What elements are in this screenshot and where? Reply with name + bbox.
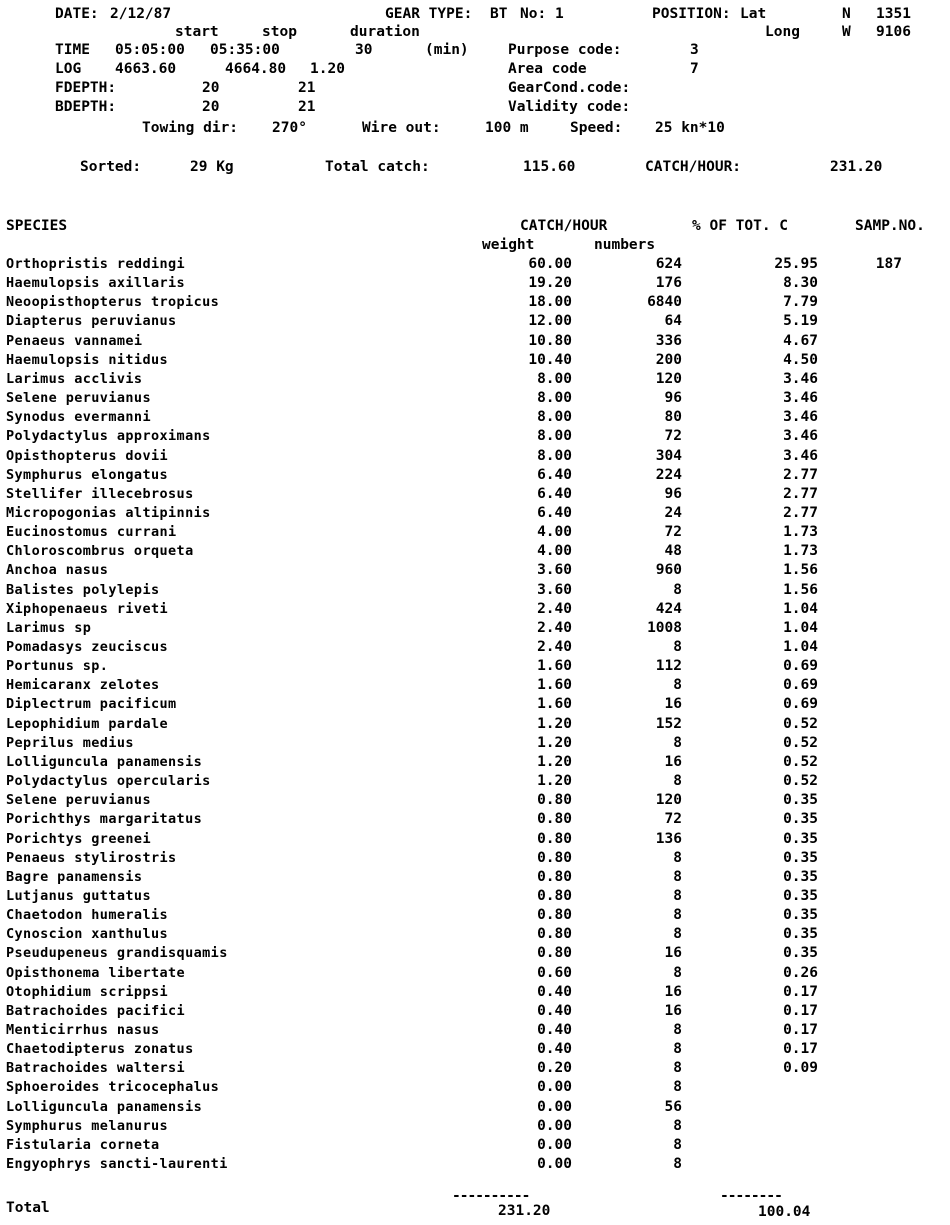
catch-numbers: 72 xyxy=(664,524,682,541)
catch-weight: 6.40 xyxy=(537,504,572,521)
species-name: Diplectrum pacificum xyxy=(6,696,177,713)
percent-of-total: 1.56 xyxy=(783,581,818,598)
time-unit: (min) xyxy=(425,42,469,58)
table-row xyxy=(0,293,950,312)
species-name: Sphoeroides tricocephalus xyxy=(6,1079,220,1096)
numbers-subheader: numbers xyxy=(594,237,656,253)
species-name: Cynoscion xanthulus xyxy=(6,926,169,943)
catch-per-hour-label: CATCH/HOUR: xyxy=(645,159,742,175)
species-name: Lepophidium pardale xyxy=(6,715,169,732)
table-row xyxy=(0,332,950,351)
time-stop: 05:35:00 xyxy=(210,42,280,58)
table-row xyxy=(0,504,950,523)
wire-out-label: Wire out: xyxy=(362,120,441,136)
species-name: Haemulopsis nitidus xyxy=(6,351,169,368)
table-row xyxy=(0,1117,950,1136)
catch-numbers: 16 xyxy=(664,983,682,1000)
time-duration: 30 xyxy=(355,42,373,58)
species-name: Symphurus elongatus xyxy=(6,466,169,483)
catch-numbers: 8 xyxy=(673,734,682,751)
time-start: 05:05:00 xyxy=(115,42,185,58)
catch-weight: 0.80 xyxy=(537,830,572,847)
percent-of-total: 5.19 xyxy=(783,313,818,330)
table-row xyxy=(0,887,950,906)
catch-numbers: 336 xyxy=(655,332,682,349)
catch-weight: 0.80 xyxy=(537,868,572,885)
percent-of-total: 1.04 xyxy=(783,639,818,655)
percent-of-total: 0.17 xyxy=(783,983,818,1000)
percent-of-total: 1.73 xyxy=(783,543,818,560)
catch-weight: 0.40 xyxy=(537,1002,572,1019)
sample-number: 187 xyxy=(875,256,902,272)
species-name: Peprilus medius xyxy=(6,734,134,751)
catch-weight: 18.00 xyxy=(528,294,572,311)
catch-numbers: 8 xyxy=(673,677,682,694)
catch-numbers: 8 xyxy=(673,1022,682,1038)
catch-numbers: 6840 xyxy=(647,294,682,311)
percent-of-total: 2.77 xyxy=(783,485,818,502)
table-row xyxy=(0,312,950,331)
catch-weight: 3.60 xyxy=(537,581,572,598)
total-catch-value: 115.60 xyxy=(523,159,576,175)
percent-of-total: 0.69 xyxy=(783,696,818,713)
weight-subheader: weight xyxy=(482,237,535,253)
table-row xyxy=(0,810,950,829)
catch-numbers: 24 xyxy=(664,504,682,521)
percent-of-total: 0.52 xyxy=(783,753,818,770)
species-name: Lolliguncula panamensis xyxy=(6,753,203,770)
catch-weight: 10.40 xyxy=(528,351,572,368)
sorted-label: Sorted: xyxy=(80,159,142,175)
catch-weight: 0.80 xyxy=(537,907,572,924)
gear-type-label: GEAR TYPE: xyxy=(385,6,473,22)
catch-numbers: 8 xyxy=(673,926,682,943)
catch-weight: 0.00 xyxy=(537,1136,572,1153)
percent-of-total: 0.09 xyxy=(783,1060,818,1077)
catch-weight: 19.20 xyxy=(528,275,572,292)
catch-numbers: 8 xyxy=(673,964,682,981)
percent-of-total: 0.26 xyxy=(783,964,818,981)
table-row xyxy=(0,581,950,600)
table-row xyxy=(0,715,950,734)
catch-numbers: 72 xyxy=(664,811,682,828)
lat-label: Lat xyxy=(740,6,767,22)
percent-of-total: 0.35 xyxy=(783,907,818,924)
species-name: Hemicaranx zelotes xyxy=(6,677,160,694)
table-row xyxy=(0,868,950,887)
table-row xyxy=(0,906,950,925)
catch-weight: 0.80 xyxy=(537,945,572,962)
catch-numbers: 8 xyxy=(673,1156,682,1173)
species-name: Engyophrys sancti-laurenti xyxy=(6,1156,228,1173)
catch-numbers: 80 xyxy=(664,409,682,426)
percent-of-total: 2.77 xyxy=(783,466,818,483)
table-row xyxy=(0,255,950,274)
table-row xyxy=(0,734,950,753)
percent-total-rule: -------- xyxy=(720,1188,782,1204)
table-row xyxy=(0,1136,950,1155)
species-name: Chaetodon humeralis xyxy=(6,907,169,924)
species-column-header: SPECIES xyxy=(6,218,68,234)
table-row xyxy=(0,849,950,868)
species-name: Symphurus melanurus xyxy=(6,1117,169,1134)
species-name: Larimus acclivis xyxy=(6,370,143,387)
catch-numbers: 8 xyxy=(673,887,682,904)
percent-of-total: 1.56 xyxy=(783,562,818,579)
percent-of-total: 0.69 xyxy=(783,677,818,694)
table-row xyxy=(0,427,950,446)
catch-weight: 6.40 xyxy=(537,485,572,502)
species-name: Menticirrhus nasus xyxy=(6,1022,160,1038)
catch-numbers: 8 xyxy=(673,639,682,655)
catch-numbers: 8 xyxy=(673,1060,682,1077)
gear-no-value: 1 xyxy=(555,6,564,22)
bdepth-label: BDEPTH: xyxy=(55,99,117,115)
total-label: Total xyxy=(6,1200,50,1216)
percent-of-total: 0.35 xyxy=(783,811,818,828)
catch-weight: 12.00 xyxy=(528,313,572,330)
catch-numbers: 960 xyxy=(655,562,682,579)
table-row xyxy=(0,389,950,408)
catch-numbers: 16 xyxy=(664,945,682,962)
table-row xyxy=(0,772,950,791)
catch-numbers: 8 xyxy=(673,907,682,924)
table-row xyxy=(0,676,950,695)
purpose-code-label: Purpose code: xyxy=(508,42,622,58)
catch-numbers: 16 xyxy=(664,1002,682,1019)
catch-numbers: 152 xyxy=(655,715,682,732)
catch-numbers: 136 xyxy=(655,830,682,847)
sorted-value: 29 Kg xyxy=(190,159,234,175)
percent-of-total: 0.52 xyxy=(783,715,818,732)
percent-of-total: 0.52 xyxy=(783,734,818,751)
catch-weight: 0.00 xyxy=(537,1156,572,1173)
percent-of-total: 0.35 xyxy=(783,945,818,962)
catch-numbers: 624 xyxy=(655,256,682,272)
species-name: Selene peruvianus xyxy=(6,390,151,407)
species-name: Pseudupeneus grandisquamis xyxy=(6,945,228,962)
species-name: Portunus sp. xyxy=(6,658,109,675)
catch-weight: 2.40 xyxy=(537,600,572,617)
table-row xyxy=(0,1059,950,1078)
percent-of-total: 3.46 xyxy=(783,390,818,407)
percent-of-total: 8.30 xyxy=(783,275,818,292)
log-start: 4663.60 xyxy=(115,61,177,77)
catch-hour-column-header: CATCH/HOUR xyxy=(520,218,608,234)
species-name: Penaeus stylirostris xyxy=(6,849,177,866)
species-name: Otophidium scrippsi xyxy=(6,983,169,1000)
table-row xyxy=(0,447,950,466)
gear-type-value: BT xyxy=(490,6,508,22)
percent-of-total: 3.46 xyxy=(783,370,818,387)
catch-numbers: 96 xyxy=(664,390,682,407)
table-row xyxy=(0,274,950,293)
catch-weight: 4.00 xyxy=(537,524,572,541)
catch-weight: 1.20 xyxy=(537,734,572,751)
species-name: Pomadasys zeuciscus xyxy=(6,639,169,655)
catch-weight: 60.00 xyxy=(528,256,572,272)
percent-of-total: 1.73 xyxy=(783,524,818,541)
table-row xyxy=(0,370,950,389)
percent-of-total: 1.04 xyxy=(783,600,818,617)
towing-dir-label: Towing dir: xyxy=(142,120,239,136)
catch-numbers: 8 xyxy=(673,849,682,866)
catch-weight: 8.00 xyxy=(537,390,572,407)
percent-of-total: 0.17 xyxy=(783,1041,818,1058)
lat-hemisphere: N xyxy=(842,6,851,22)
percent-of-total: 0.17 xyxy=(783,1022,818,1038)
species-name: Synodus evermanni xyxy=(6,409,151,426)
percent-of-total: 4.67 xyxy=(783,332,818,349)
table-row xyxy=(0,830,950,849)
catch-weight: 0.80 xyxy=(537,792,572,809)
catch-weight: 0.40 xyxy=(537,983,572,1000)
table-row xyxy=(0,1040,950,1059)
catch-weight: 1.60 xyxy=(537,677,572,694)
fdepth-label: FDEPTH: xyxy=(55,80,117,96)
validity-code-label: Validity code: xyxy=(508,99,631,115)
species-name: Haemulopsis axillaris xyxy=(6,275,186,292)
catch-weight: 0.40 xyxy=(537,1022,572,1038)
species-name: Chloroscombrus orqueta xyxy=(6,543,194,560)
total-catch-label: Total catch: xyxy=(325,159,430,175)
catch-numbers: 48 xyxy=(664,543,682,560)
speed-value: 25 kn*10 xyxy=(655,120,725,136)
percent-of-total: 3.46 xyxy=(783,409,818,426)
catch-numbers: 96 xyxy=(664,485,682,502)
percent-of-total: 0.35 xyxy=(783,887,818,904)
towing-dir-value: 270° xyxy=(272,120,307,136)
catch-numbers: 8 xyxy=(673,1117,682,1134)
catch-numbers: 112 xyxy=(655,658,682,675)
table-row xyxy=(0,1021,950,1040)
catch-weight: 0.60 xyxy=(537,964,572,981)
species-name: Eucinostomus currani xyxy=(6,524,177,541)
species-name: Anchoa nasus xyxy=(6,562,109,579)
percent-of-total: 0.69 xyxy=(783,658,818,675)
catch-weight: 0.00 xyxy=(537,1117,572,1134)
catch-weight: 1.20 xyxy=(537,753,572,770)
table-row xyxy=(0,466,950,485)
percent-of-total: 25.95 xyxy=(774,256,818,272)
table-row xyxy=(0,753,950,772)
catch-numbers: 120 xyxy=(655,370,682,387)
table-row xyxy=(0,485,950,504)
catch-numbers: 8 xyxy=(673,581,682,598)
species-name: Lutjanus guttatus xyxy=(6,887,151,904)
log-stop: 4664.80 xyxy=(225,61,287,77)
position-label: POSITION: xyxy=(652,6,731,22)
catch-weight: 6.40 xyxy=(537,466,572,483)
catch-numbers: 56 xyxy=(664,1098,682,1115)
catch-per-hour-value: 231.20 xyxy=(830,159,883,175)
bdepth-stop: 21 xyxy=(298,99,316,115)
species-name: Opisthopterus dovii xyxy=(6,447,169,464)
species-name: Porichtys greenei xyxy=(6,830,151,847)
catch-weight: 0.80 xyxy=(537,811,572,828)
species-name: Stellifer illecebrosus xyxy=(6,485,194,502)
fdepth-stop: 21 xyxy=(298,80,316,96)
catch-weight: 0.00 xyxy=(537,1079,572,1096)
sample-number-column-header: SAMP.NO. xyxy=(855,218,925,234)
percent-of-total: 3.46 xyxy=(783,447,818,464)
catch-numbers: 64 xyxy=(664,313,682,330)
catch-weight: 1.20 xyxy=(537,773,572,790)
percent-of-total: 4.50 xyxy=(783,351,818,368)
species-name: Diapterus peruvianus xyxy=(6,313,177,330)
catch-weight: 0.20 xyxy=(537,1060,572,1077)
date-label: DATE: xyxy=(55,6,99,22)
time-label: TIME xyxy=(55,42,90,58)
percent-of-total: 2.77 xyxy=(783,504,818,521)
catch-numbers: 16 xyxy=(664,696,682,713)
table-row xyxy=(0,983,950,1002)
log-duration: 1.20 xyxy=(310,61,345,77)
table-row xyxy=(0,523,950,542)
table-row xyxy=(0,638,950,657)
weight-total-rule: ---------- xyxy=(452,1188,530,1204)
catch-numbers: 424 xyxy=(655,600,682,617)
long-value: 9106 xyxy=(876,24,911,40)
area-code-label: Area code xyxy=(508,61,587,77)
catch-numbers: 8 xyxy=(673,1136,682,1153)
percent-of-total: 3.46 xyxy=(783,428,818,445)
area-code-value: 7 xyxy=(690,61,699,77)
catch-weight: 8.00 xyxy=(537,428,572,445)
catch-weight: 10.80 xyxy=(528,332,572,349)
species-name: Penaeus vannamei xyxy=(6,332,143,349)
species-name: Batrachoides waltersi xyxy=(6,1060,186,1077)
catch-weight: 0.80 xyxy=(537,849,572,866)
table-row xyxy=(0,964,950,983)
catch-weight: 0.00 xyxy=(537,1098,572,1115)
percent-of-total: 0.35 xyxy=(783,792,818,809)
table-row xyxy=(0,1002,950,1021)
wire-out-value: 100 m xyxy=(485,120,529,136)
percent-total-column-header: % OF TOT. C xyxy=(692,218,789,234)
table-row xyxy=(0,408,950,427)
species-name: Chaetodipterus zonatus xyxy=(6,1041,194,1058)
species-name: Porichthys margaritatus xyxy=(6,811,203,828)
date-value: 2/12/87 xyxy=(110,6,172,22)
species-name: Micropogonias altipinnis xyxy=(6,504,211,521)
stop-column-label: stop xyxy=(262,24,297,40)
catch-numbers: 8 xyxy=(673,1041,682,1058)
table-row xyxy=(0,619,950,638)
catch-weight: 0.40 xyxy=(537,1041,572,1058)
table-row xyxy=(0,695,950,714)
catch-weight: 1.20 xyxy=(537,715,572,732)
table-row xyxy=(0,657,950,676)
table-row xyxy=(0,542,950,561)
catch-weight: 4.00 xyxy=(537,543,572,560)
species-name: Batrachoides pacifici xyxy=(6,1002,186,1019)
catch-weight: 0.80 xyxy=(537,926,572,943)
catch-numbers: 176 xyxy=(655,275,682,292)
table-row xyxy=(0,561,950,580)
weight-total-value: 231.20 xyxy=(498,1203,551,1219)
fdepth-start: 20 xyxy=(202,80,220,96)
purpose-code-value: 3 xyxy=(690,42,699,58)
bdepth-start: 20 xyxy=(202,99,220,115)
catch-weight: 2.40 xyxy=(537,639,572,655)
table-row xyxy=(0,1155,950,1174)
percent-of-total: 0.17 xyxy=(783,1002,818,1019)
lat-value: 1351 xyxy=(876,6,911,22)
catch-numbers: 8 xyxy=(673,773,682,790)
percent-of-total: 0.35 xyxy=(783,830,818,847)
catch-numbers: 8 xyxy=(673,868,682,885)
species-name: Fistularia corneta xyxy=(6,1136,160,1153)
percent-total-value: 100.04 xyxy=(758,1204,811,1220)
table-row xyxy=(0,600,950,619)
catch-numbers: 16 xyxy=(664,753,682,770)
species-name: Bagre panamensis xyxy=(6,868,143,885)
catch-weight: 1.60 xyxy=(537,696,572,713)
catch-weight: 8.00 xyxy=(537,409,572,426)
table-row xyxy=(0,1078,950,1097)
start-column-label: start xyxy=(175,24,219,40)
percent-of-total: 0.35 xyxy=(783,868,818,885)
table-row xyxy=(0,791,950,810)
catch-numbers: 8 xyxy=(673,1079,682,1096)
species-name: Polydactylus opercularis xyxy=(6,773,211,790)
table-row xyxy=(0,351,950,370)
species-name: Orthopristis reddingi xyxy=(6,256,186,272)
speed-label: Speed: xyxy=(570,120,623,136)
catch-numbers: 72 xyxy=(664,428,682,445)
percent-of-total: 0.35 xyxy=(783,926,818,943)
catch-numbers: 120 xyxy=(655,792,682,809)
species-name: Polydactylus approximans xyxy=(6,428,211,445)
catch-weight: 3.60 xyxy=(537,562,572,579)
percent-of-total: 0.35 xyxy=(783,849,818,866)
long-hemisphere: W xyxy=(842,24,851,40)
catch-numbers: 1008 xyxy=(647,619,682,636)
catch-weight: 8.00 xyxy=(537,370,572,387)
catch-numbers: 200 xyxy=(655,351,682,368)
species-name: Lolliguncula panamensis xyxy=(6,1098,203,1115)
log-label: LOG xyxy=(55,61,82,77)
percent-of-total: 1.04 xyxy=(783,619,818,636)
catch-weight: 0.80 xyxy=(537,887,572,904)
species-name: Neoopisthopterus tropicus xyxy=(6,294,220,311)
gear-no-label: No: xyxy=(520,6,547,22)
percent-of-total: 0.52 xyxy=(783,773,818,790)
gearcond-code-label: GearCond.code: xyxy=(508,80,631,96)
catch-weight: 2.40 xyxy=(537,619,572,636)
species-name: Xiphopenaeus riveti xyxy=(6,600,169,617)
catch-numbers: 304 xyxy=(655,447,682,464)
table-row xyxy=(0,1098,950,1117)
species-name: Balistes polylepis xyxy=(6,581,160,598)
species-name: Selene peruvianus xyxy=(6,792,151,809)
percent-of-total: 7.79 xyxy=(783,294,818,311)
catch-numbers: 224 xyxy=(655,466,682,483)
table-row xyxy=(0,925,950,944)
species-name: Larimus sp xyxy=(6,619,92,636)
species-name: Opisthonema libertate xyxy=(6,964,186,981)
long-label: Long xyxy=(765,24,800,40)
duration-column-label: duration xyxy=(350,24,420,40)
table-row xyxy=(0,944,950,963)
catch-weight: 1.60 xyxy=(537,658,572,675)
catch-weight: 8.00 xyxy=(537,447,572,464)
